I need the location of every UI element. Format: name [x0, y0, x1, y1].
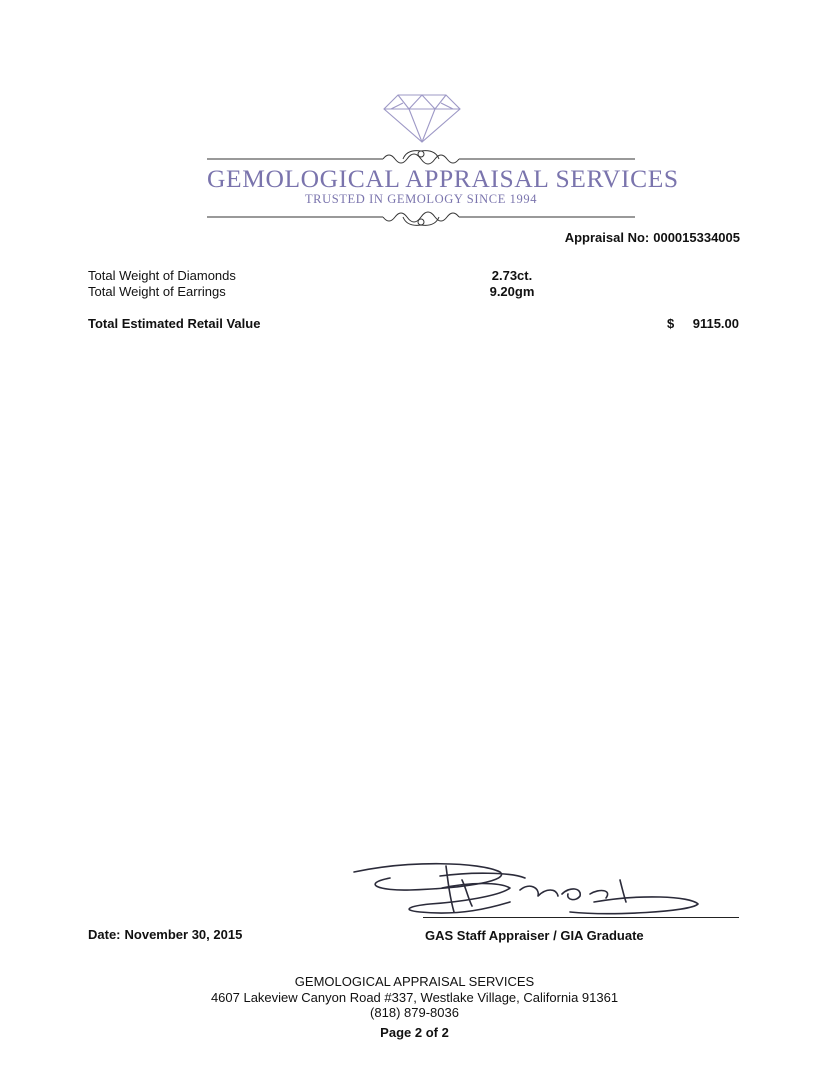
appraisal-number	[565, 230, 740, 245]
page-number: Page 2 of 2	[380, 1025, 449, 1040]
appraisal-date	[88, 927, 242, 942]
detail-value-diamond-weight: 2.73ct.	[491, 268, 533, 283]
footer-address: 4607 Lakeview Canyon Road #337, Westlake Village, California 91361	[210, 990, 619, 1005]
diamond-icon	[383, 93, 461, 143]
total-value-currency: $	[667, 316, 675, 331]
appraiser-title: GAS Staff Appraiser / GIA Graduate	[425, 928, 644, 943]
detail-label-diamond-weight: Total Weight of Diamonds	[88, 268, 236, 283]
footer-company: GEMOLOGICAL APPRAISAL SERVICES	[294, 974, 535, 989]
appraisal-number-value: 000015334005	[653, 230, 740, 245]
total-value-label: Total Estimated Retail Value	[88, 316, 261, 331]
signature	[350, 858, 710, 920]
appraisal-number-label: Appraisal No:	[564, 230, 650, 245]
detail-label-earring-weight: Total Weight of Earrings	[88, 284, 226, 299]
brand-title: GEMOLOGICAL APPRAISAL SERVICES	[207, 164, 679, 193]
detail-value-earring-weight: 9.20gm	[489, 284, 535, 299]
scroll-ornament-icon	[207, 205, 635, 229]
signature-line	[423, 917, 739, 918]
total-value-amount: 9115.00	[692, 316, 739, 331]
date-label: Date:	[88, 927, 121, 942]
date-value: November 30, 2015	[124, 927, 243, 942]
footer-phone: (818) 879-8036	[370, 1005, 459, 1020]
brand-tagline: TRUSTED IN GEMOLOGY SINCE 1994	[304, 192, 538, 206]
